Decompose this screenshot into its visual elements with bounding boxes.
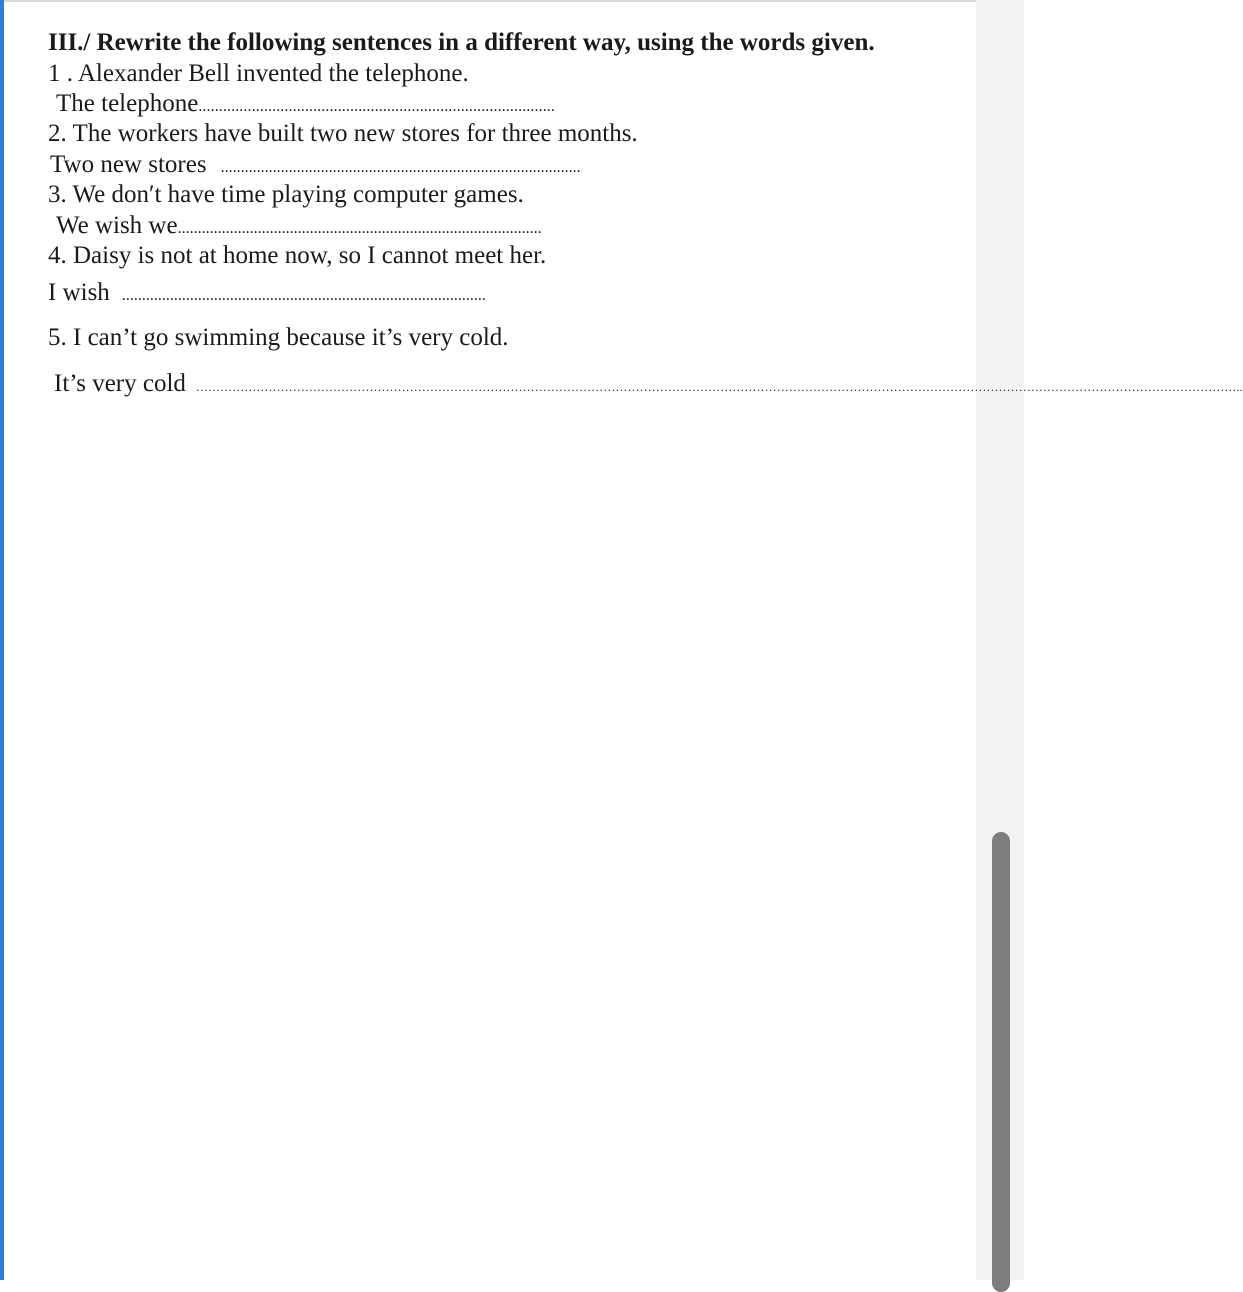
answer-prompt-3: We wish we — [56, 212, 178, 239]
top-divider — [0, 0, 976, 2]
answer-blank-3[interactable]: ........................................................................................... — [177, 220, 542, 237]
answer-line-4 — [48, 280, 486, 305]
answer-prompt-2: Two new stores — [50, 151, 207, 178]
answer-prompt-4: I wish — [48, 279, 110, 306]
exercise-heading: III./ Rewrite the following sentences in a different way, using the words given. — [48, 29, 875, 56]
answer-line-1 — [56, 91, 555, 116]
answer-line-3 — [56, 213, 542, 238]
answer-blank-1[interactable]: ....................................................................................... — [198, 98, 556, 115]
sentence-1: 1 . Alexander Bell invented the telephone. — [48, 60, 469, 87]
sentence-3: 3. We don′t have time playing computer games. — [48, 181, 524, 208]
answer-prompt-1: The telephone — [56, 90, 199, 117]
answer-blank-4[interactable]: ........................................................................................... — [121, 287, 486, 304]
answer-blank-2[interactable]: .......................................................................................... — [220, 159, 581, 176]
sentence-4: 4. Daisy is not at home now, so I cannot meet her. — [48, 242, 547, 269]
answer-line-5 — [54, 371, 1243, 396]
sentence-5: 5. I can’t go swimming because it’s very cold. — [48, 324, 509, 351]
sentence-2: 2. The workers have built two new stores for three months. — [48, 120, 638, 147]
answer-prompt-5: It’s very cold — [54, 370, 186, 397]
answer-blank-5[interactable]: …………………………………………………………………………………………………………………………………………………………………………………………………………………………………….. — [195, 380, 1243, 394]
left-accent-bar — [0, 0, 4, 1280]
scrollbar-thumb[interactable] — [992, 832, 1010, 1292]
answer-line-2 — [50, 152, 581, 177]
